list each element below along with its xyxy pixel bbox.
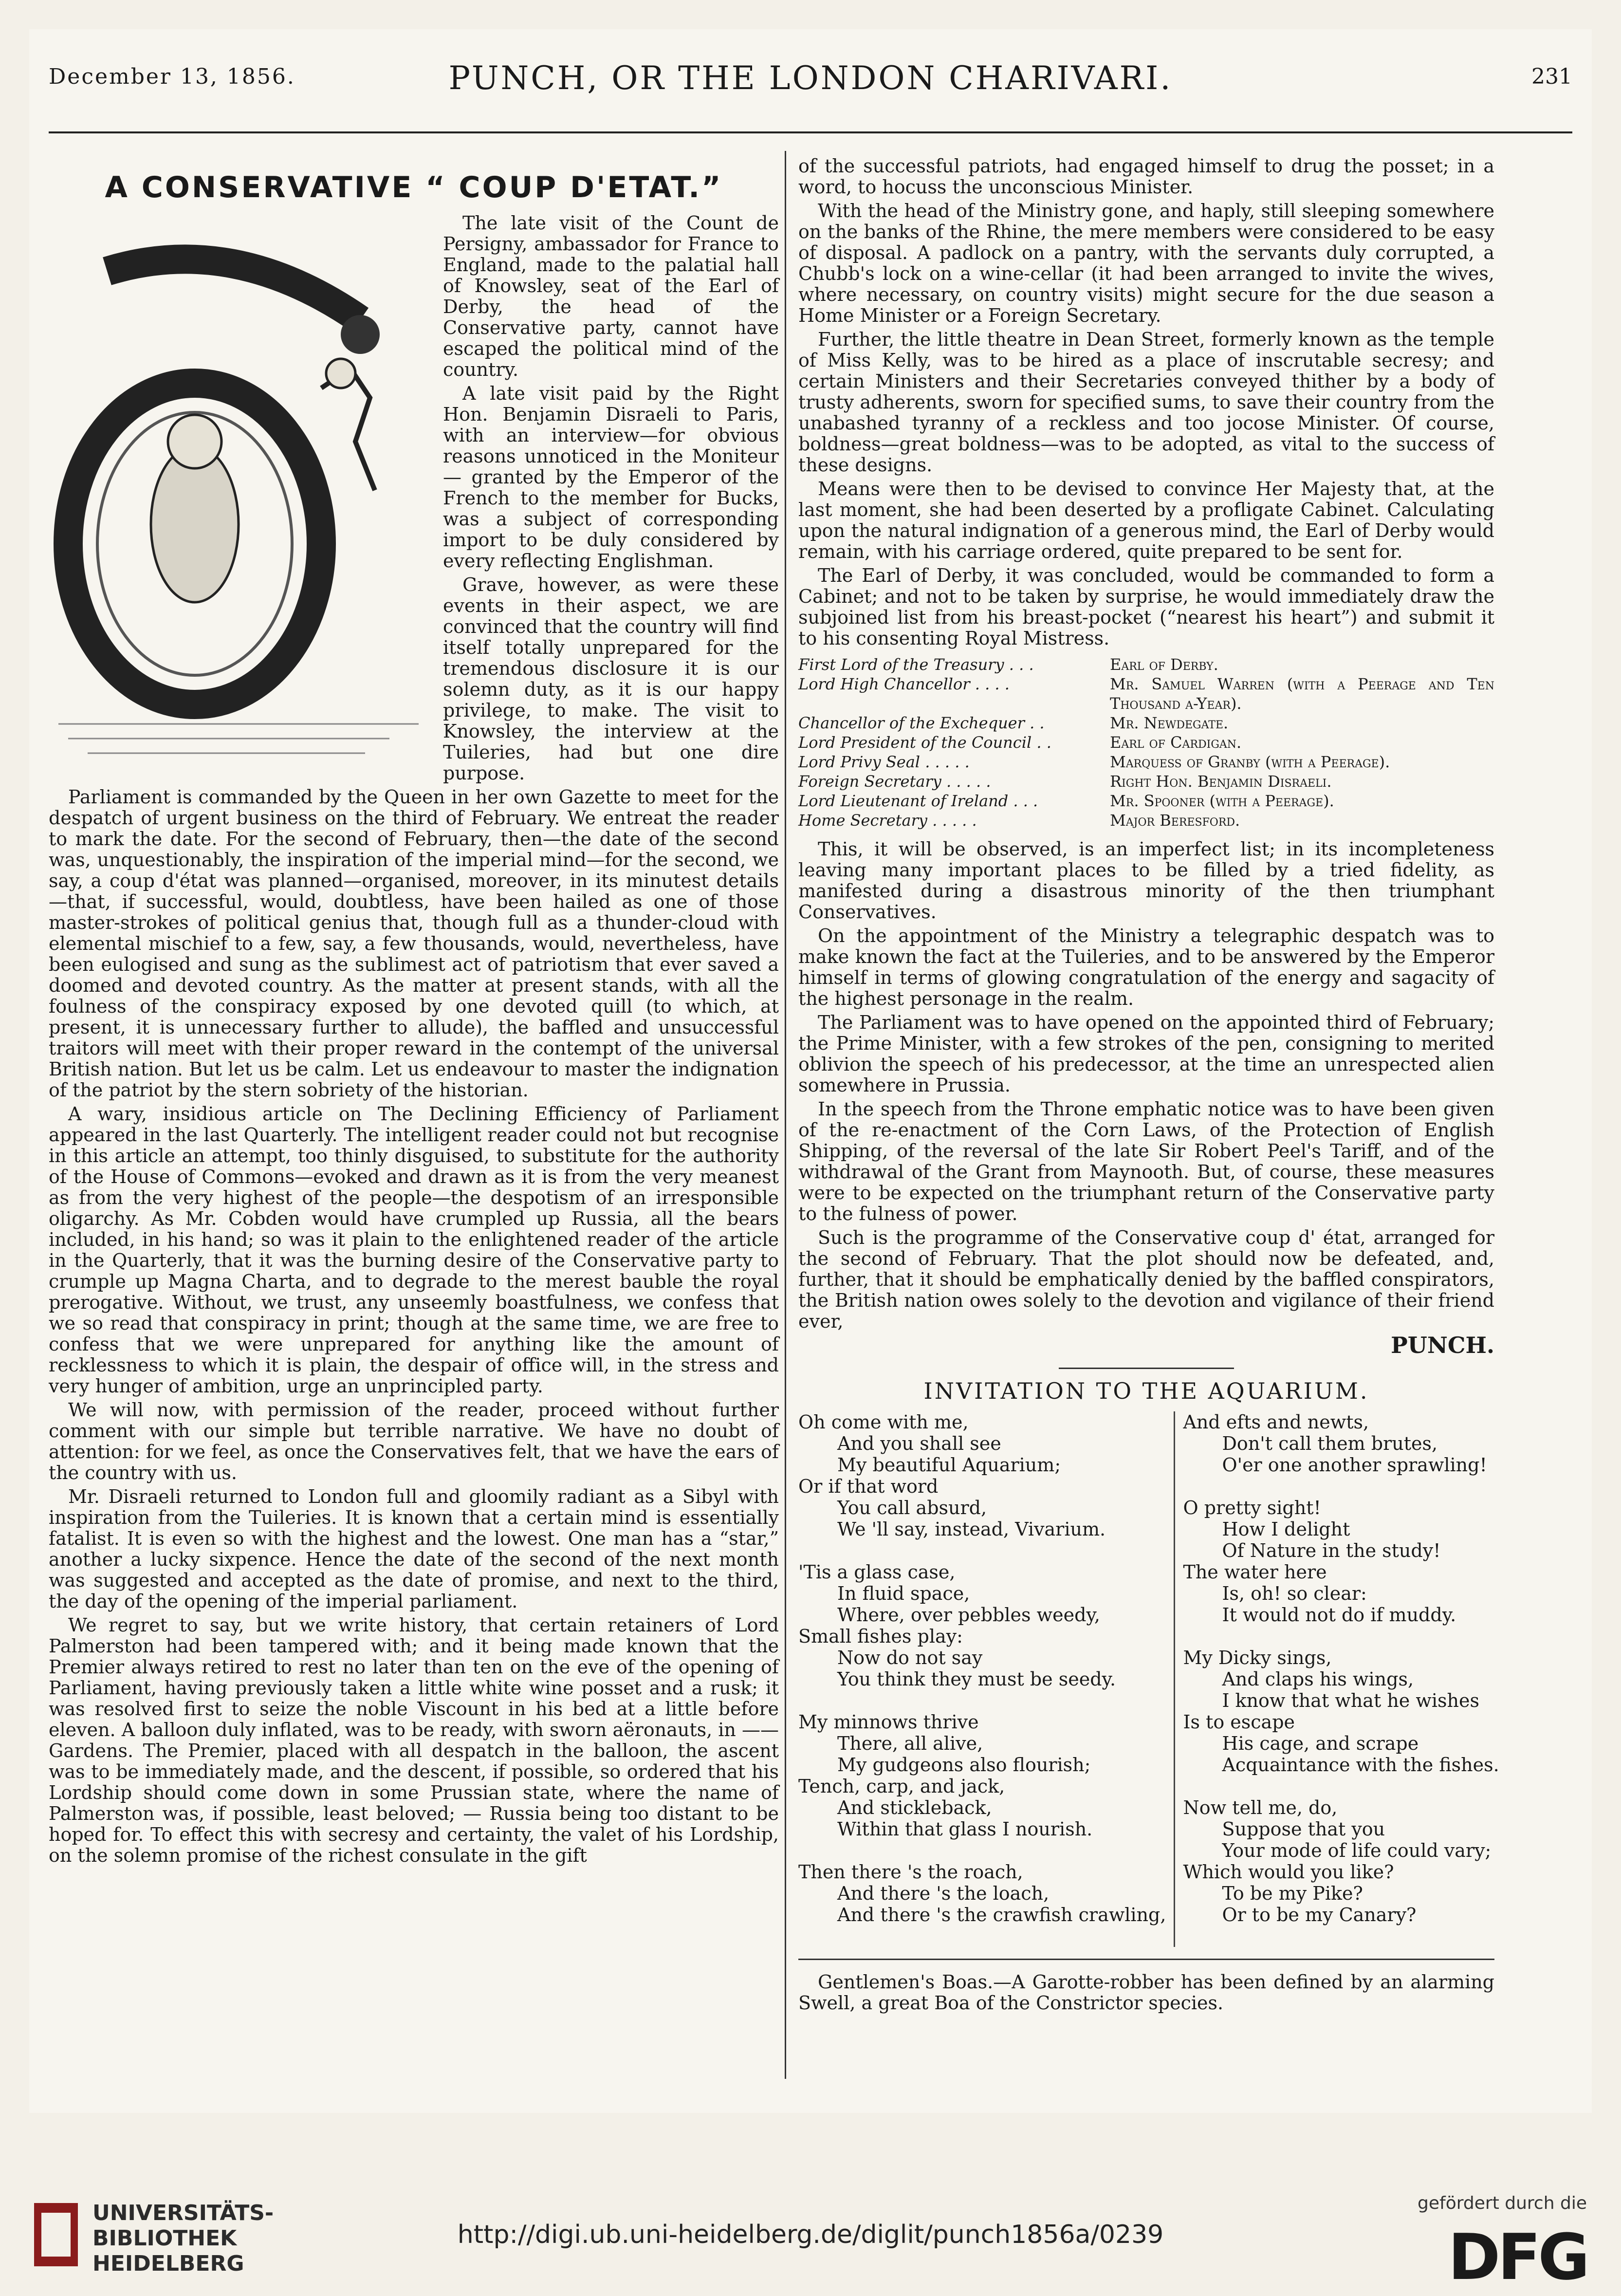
- poem-stanza: [1183, 1497, 1499, 1626]
- poem-stanza: [798, 1561, 1166, 1690]
- article-paragraph: Means were then to be devised to convince Her Majesty that, at the last moment, she had been deserted by a profligate Cabinet. Calculating upon the natural indignation of a generous mind, the Earl of Derby would remain, with his carriage ordered, quite prepared to be sent for.: [798, 478, 1494, 562]
- cabinet-list: [798, 655, 1494, 830]
- cabinet-holder: Earl of Cardigan.: [1110, 733, 1242, 752]
- poem-line: How I delight: [1222, 1518, 1350, 1540]
- poem-stanza: [1183, 1411, 1499, 1476]
- poem-line: My Dicky sings,: [1183, 1647, 1332, 1668]
- poem-line: Or to be my Canary?: [1222, 1904, 1417, 1926]
- poem-line: There, all alive,: [837, 1733, 983, 1754]
- poem-line: And there 's the loach,: [837, 1883, 1050, 1904]
- article-paragraph: Further, the little theatre in Dean Street, formerly known as the temple of Miss Kelly, was to be hired as a place of inscrutable secresy; and certain Ministers and their Secretaries conveyed thither by a body of trusty adherents, sworn for specified sums, to save their country from the unabashed tyranny of a reckless and too jocose Minister. Of course, boldness—great boldness—was to be adopted, as vital to the success of these designs.: [798, 329, 1494, 476]
- poem-line: And efts and newts,: [1183, 1411, 1369, 1433]
- cabinet-row: [798, 772, 1494, 791]
- poem-line: And stickleback,: [837, 1797, 992, 1818]
- cabinet-row: [798, 674, 1494, 713]
- issue-date: December 13, 1856.: [49, 64, 295, 89]
- poem-line: My beautiful Aquarium;: [837, 1454, 1061, 1476]
- poem-line: Which would you like?: [1183, 1861, 1394, 1883]
- article-paragraph: The late visit of the Count de Persigny, ambassador for France to England, made to the palatial hall of Knowsley, seat of the Earl of Derby, the head of the Conservative party, cannot have escaped the political mind of the country.: [443, 212, 779, 380]
- cabinet-office: Lord Privy Seal . . . . .: [798, 753, 970, 771]
- poem-line: Or if that word: [798, 1476, 939, 1497]
- cabinet-holder: Marquess of Granby (with a Peerage).: [1110, 753, 1390, 771]
- cabinet-row: [798, 713, 1494, 733]
- poem-line: Now do not say: [837, 1647, 983, 1668]
- poem-line: Now tell me, do,: [1183, 1797, 1338, 1818]
- poem-line: Small fishes play:: [798, 1626, 963, 1647]
- poem-line: Is, oh! so clear:: [1222, 1583, 1367, 1604]
- cabinet-holder: Mr. Samuel Warren (with a Peerage and Ten Thousand a-Year).: [1110, 675, 1494, 713]
- poem-line: Where, over pebbles weedy,: [837, 1604, 1100, 1626]
- article-paragraph: Parliament is commanded by the Queen in her own Gazette to meet for the despatch of urgent business on the third of February. We entreat the reader to mark the date. For the second of February, then—the date of the second was, unquestionably, the inspiration of the imperial mind—for the second, we say, a coup d'état was planned—organised, moreover, in its minutest details—that, if successful, would, doubtless, have been hailed as one of those master-strokes of political genius that, though full as a thunder-cloud with elemental mischief to a few, say, a few thousands, would, nevertheless, have been eulogised and sung as the sublimest act of patriotism that ever saved a doomed and devoted country. As the matter at present stands, with all the foulness of the conspiracy exposed by one devoted quill (to which, at present, it is unnecessary further to allude), the baffled and unsuccessful traitors will meet with their proper reward in the contempt of the universal British nation. But let us be calm. Let us endeavour to master the indignation of the patriot by the stern sobriety of the historian.: [49, 786, 779, 1101]
- cabinet-holder: Earl of Derby.: [1110, 655, 1218, 674]
- poem-divider: [1174, 1411, 1175, 1947]
- poem-left-column: [798, 1411, 1166, 1947]
- article-paragraph: Mr. Disraeli returned to London full and gloomily radiant as a Sibyl with inspiration from the Tuileries. It is known that a certain mind is essentially fatalist. It is even so with the highest and the lowest. One man has a “star,” another a lucky sixpence. Hence the date of the second of the next month was suggested and accepted as the date of promise, and next to the third, the day of the opening of the imperial parliament.: [49, 1486, 779, 1612]
- cabinet-row: [798, 811, 1494, 830]
- poem-line: O'er one another sprawling!: [1222, 1454, 1487, 1476]
- column-divider: [785, 151, 786, 2079]
- poem-title: INVITATION TO THE AQUARIUM.: [923, 1378, 1369, 1404]
- article-paragraph: We will now, with permission of the reader, proceed without further comment with our simple but terrible narrative. We have no doubt of attention: for we feel, as once the Conservatives felt, that we have the ears of the country with us.: [49, 1399, 779, 1483]
- section-rule: [798, 1959, 1494, 1960]
- poem-line: My minnows thrive: [798, 1711, 979, 1733]
- poem-line: Oh come with me,: [798, 1411, 969, 1433]
- cabinet-row: [798, 733, 1494, 752]
- article-paragraph: of the successful patriots, had engaged himself to drug the posset; in a word, to hocuss the unconscious Minister.: [798, 155, 1494, 198]
- header-rule: [49, 131, 1572, 133]
- cabinet-holder: Major Beresford.: [1110, 811, 1240, 830]
- poem-line: Tench, carp, and jack,: [798, 1776, 1005, 1797]
- article-paragraph: Grave, however, as were these events in their aspect, we are convinced that the country will find itself totally unprepared for the tremendous disclosure it is our solemn duty, as it is our happy privilege, to make. The visit to Knowsley, the interview at the Tuileries, had but one dire purpose.: [443, 574, 779, 784]
- sponsor-text: gefördert durch die: [1418, 2193, 1587, 2213]
- article-paragraph: A late visit paid by the Right Hon. Benjamin Disraeli to Paris, with an interview—for obvious reasons unnoticed in the Moniteur — granted by the Emperor of the French to the member for Bucks, was a subject of corresponding import to be duly considered by every reflecting Englishman.: [443, 383, 779, 572]
- poem-line: And you shall see: [837, 1433, 1001, 1454]
- permalink[interactable]: http://digi.ub.uni-heidelberg.de/diglit/punch1856a/0239: [457, 2220, 1164, 2249]
- poem-stanza: [1183, 1797, 1499, 1926]
- poem-line: My gudgeons also flourish;: [837, 1754, 1091, 1776]
- poem-stanza: [1183, 1647, 1499, 1776]
- newspaper-page: [29, 29, 1592, 2113]
- poem-line: The water here: [1183, 1561, 1327, 1583]
- dfg-logo: DFG: [1448, 2220, 1587, 2294]
- poem-line: Acquaintance with the fishes.: [1222, 1754, 1499, 1776]
- poem-line: Is to escape: [1183, 1711, 1295, 1733]
- poem-right-column: [1183, 1411, 1499, 1947]
- article-paragraph: The Parliament was to have opened on the appointed third of February; the Prime Minister, with a few strokes of the pen, consigning to merited oblivion the speech of his predecessor, at the time an unrespected alien somewhere in Prussia.: [798, 1012, 1494, 1096]
- article-title: A CONSERVATIVE “ COUP D'ETAT.”: [105, 170, 723, 204]
- poem-line: You think they must be seedy.: [837, 1668, 1116, 1690]
- poem: [798, 1411, 1499, 1947]
- poem-line: Suppose that you: [1222, 1818, 1385, 1840]
- article-paragraph: With the head of the Ministry gone, and haply, still sleeping somewhere on the banks of the Rhine, the mere members were considered to be easy of disposal. A padlock on a pantry, with the servants duly corrupted, a Chubb's lock on a wine-cellar (it had been arranged to invite the wives, where necessary, on country visits) might secure for the due season a Home Minister or a Foreign Secretary.: [798, 200, 1494, 326]
- article-paragraph: On the appointment of the Ministry a telegraphic despatch was to make known the fact at the Tuileries, and to be answered by the Emperor himself in terms of glowing congratulation of the energy and sagacity of the highest personage in the realm.: [798, 925, 1494, 1009]
- poem-line: We 'll say, instead, Vivarium.: [837, 1518, 1106, 1540]
- poem-line: His cage, and scrape: [1222, 1733, 1419, 1754]
- poem-line: To be my Pike?: [1222, 1883, 1363, 1904]
- page-number: 231: [1531, 64, 1572, 89]
- cabinet-office: First Lord of the Treasury . . .: [798, 655, 1034, 674]
- poem-line: 'Tis a glass case,: [798, 1561, 956, 1583]
- poem-line: Then there 's the roach,: [798, 1861, 1023, 1883]
- cabinet-office: Foreign Secretary . . . . .: [798, 772, 991, 791]
- cabinet-office: Lord Lieutenant of Ireland . . .: [798, 792, 1038, 810]
- cabinet-office: Lord High Chancellor . . . .: [798, 675, 1010, 693]
- article-paragraph: This, it will be observed, is an imperfect list; in its incompleteness leaving many important places to be filled by a tried fidelity, as manifested during a disastrous minority of the then triumphant Conservatives.: [798, 838, 1494, 923]
- cabinet-office: Lord President of the Council . .: [798, 733, 1051, 752]
- cabinet-holder: Mr. Newdegate.: [1110, 714, 1229, 732]
- right-column: [798, 155, 1499, 2017]
- poem-line: I know that what he wishes: [1222, 1690, 1479, 1711]
- cabinet-holder: Right Hon. Benjamin Disraeli.: [1110, 772, 1332, 791]
- cabinet-row: [798, 655, 1494, 674]
- article-paragraph: Such is the programme of the Conservative coup d' état, arranged for the second of February. That the plot should now be defeated, and, further, that it should be emphatically denied by the baffled conspirators, the British nation owes solely to the devotion and vigilance of their friend ever,: [798, 1227, 1494, 1332]
- poem-line: Your mode of life could vary;: [1222, 1840, 1492, 1861]
- library-line: UNIVERSITÄTS-: [92, 2201, 274, 2225]
- article-paragraph: A wary, insidious article on The Declining Efficiency of Parliament appeared in the last Quarterly. The intelligent reader could not but recognise in this article an attempt, too thinly disguised, to substitute for the authority of the House of Commons—evoked and drawn as it is from the very meanest as from the very highest of the people—the despotism of an irresponsible oligarchy. As Mr. Cobden would have crumpled up Russia, all the bears included, in his hand; so was it plain to the enlightened reader of the article in the Quarterly, that it was the burning desire of the Conservative party to crumple up Magna Charta, and to degrade to the merest bauble the royal prerogative. Without, we trust, any unseemly boastfulness, we confess that we so read that conspiracy in print; though at the same time, we are free to confess that we were unprepared for anything like the amount of recklessness to which it is plain, the despair of office will, in the stress and very hunger of ambition, urge an unprincipled party.: [49, 1103, 779, 1397]
- poem-line: Within that glass I nourish.: [837, 1818, 1093, 1840]
- masthead-title: PUNCH, OR THE LONDON CHARIVARI.: [448, 59, 1173, 97]
- cabinet-row: [798, 791, 1494, 811]
- cabinet-holder: Mr. Spooner (with a Peerage).: [1110, 792, 1334, 810]
- illustrated-initial-t-icon: [49, 213, 428, 773]
- article-paragraph: In the speech from the Throne emphatic notice was to have been given of the re-enactment of the Corn Laws, of the Protection of English Shipping, of the reversal of the late Sir Robert Peel's Tariff, and of the withdrawal of the Grant from Maynooth. But, of course, these measures were to be expected on the triumphant return of the Conservative party to the fulness of power.: [798, 1098, 1494, 1224]
- cabinet-office: Chancellor of the Exchequer . .: [798, 714, 1045, 732]
- footnote: Gentlemen's Boas.—A Garotte-robber has been defined by an alarming Swell, a great Boa of the Constrictor species.: [798, 1971, 1494, 2014]
- poem-line: And claps his wings,: [1222, 1668, 1414, 1690]
- poem-line: Of Nature in the study!: [1222, 1540, 1441, 1561]
- library-line: BIBLIOTHEK: [92, 2226, 237, 2251]
- poem-stanza: [798, 1711, 1166, 1840]
- section-rule: [1059, 1368, 1234, 1369]
- library-line: HEIDELBERG: [92, 2251, 244, 2276]
- poem-line: You call absurd,: [837, 1497, 987, 1518]
- poem-line: In fluid space,: [837, 1583, 970, 1604]
- poem-line: And there 's the crawfish crawling,: [837, 1904, 1166, 1926]
- left-column: [49, 156, 779, 1869]
- poem-line: O pretty sight!: [1183, 1497, 1321, 1518]
- poem-stanza: [798, 1411, 1166, 1540]
- article-signature: PUNCH.: [1391, 1332, 1494, 1358]
- article-paragraph: We regret to say, but we write history, that certain retainers of Lord Palmerston had been tampered with; and it being made known that the Premier always retired to rest no later than ten on the eve of the opening of Parliament, having previously taken a little white wine posset and a rusk; it was resolved first to seize the noble Viscount in his bed at a little before eleven. A balloon duly inflated, was to be ready, with sworn aëronauts, in —— Gardens. The Premier, placed with all despatch in the balloon, the ascent was to be immediately made, and the descent, if possible, so ordered that his Lordship should come down in some Prussian state, where the name of Palmerston was, if possible, least beloved; — Russia being too distant to be hoped for. To effect this with secresy and certainty, the valet of his Lordship, on the solemn promise of the richest consulate in the gift: [49, 1614, 779, 1866]
- article-paragraph: The Earl of Derby, it was concluded, would be commanded to form a Cabinet; and not to be taken by surprise, he would immediately draw the subjoined list from his breast-pocket (“nearest his heart”) and submit it to his consenting Royal Mistress.: [798, 565, 1494, 649]
- cabinet-office: Home Secretary . . . . .: [798, 811, 977, 830]
- poem-stanza: [798, 1861, 1166, 1926]
- cabinet-row: [798, 752, 1494, 772]
- poem-line: Don't call them brutes,: [1222, 1433, 1438, 1454]
- poem-line: It would not do if muddy.: [1222, 1604, 1456, 1626]
